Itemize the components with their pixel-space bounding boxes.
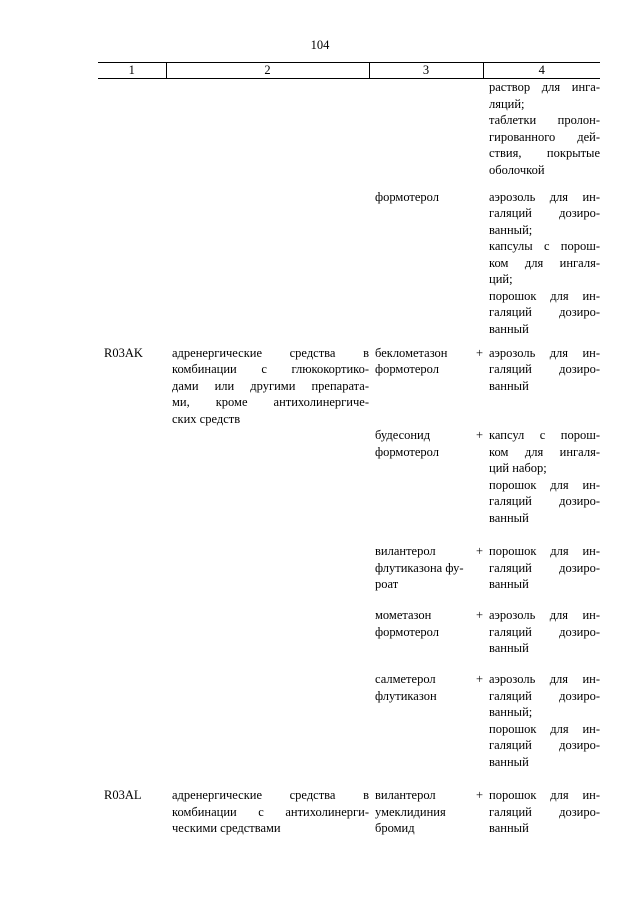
header-row	[98, 63, 600, 79]
atc-description	[166, 345, 369, 428]
table-row	[98, 79, 600, 189]
atc-code: R03AK	[104, 345, 143, 360]
header-col-2: 2	[166, 63, 369, 79]
drug-name: беклометазон + формотерол	[375, 345, 483, 376]
text-line: галяций дозиро-	[489, 362, 600, 376]
text-line: ванный	[489, 754, 529, 769]
drug-table	[98, 62, 600, 837]
text-line: галяций дозиро-	[489, 560, 600, 575]
text-line: ванный	[489, 821, 529, 835]
text-line: капсулы с порош-	[489, 239, 600, 253]
atc-code: R03AL	[104, 788, 142, 802]
text-line: ми, кроме антихолинергиче-	[172, 395, 369, 409]
text-line: порошок для ин-	[489, 544, 600, 558]
atc-description	[166, 787, 369, 837]
text-line: оболочкой	[489, 162, 545, 177]
text-line: аэрозоль для ин-	[489, 345, 600, 360]
text-line: ствия, покрытые	[489, 146, 600, 160]
table-row	[98, 671, 600, 787]
text-line: порошок для ин-	[489, 721, 600, 736]
text-line: комбинации с глюкокортико-	[172, 362, 369, 376]
table-row	[98, 543, 600, 607]
text-line: капсул с порош-	[489, 428, 600, 442]
text-line: адренергические средства в	[172, 345, 369, 360]
text-line: ванный	[489, 510, 529, 525]
text-line: ком для ингаля-	[489, 255, 600, 270]
text-line: ком для ингаля-	[489, 444, 600, 459]
drug-name: салметерол + флутиказон	[375, 672, 483, 703]
drug-name: мометазон + формотерол	[375, 608, 483, 639]
text-line: таблетки пролон-	[489, 113, 600, 127]
text-line: дами или другими препарата-	[172, 378, 369, 393]
text-line: адренергические средства в	[172, 788, 369, 802]
table-row	[98, 787, 600, 837]
text-line: ванный	[489, 321, 529, 336]
dosage-forms	[483, 607, 600, 671]
text-line: галяций дозиро-	[489, 738, 600, 752]
dosage-forms	[483, 345, 600, 428]
text-line: ванный;	[489, 705, 533, 719]
text-line: порошок для ин-	[489, 288, 600, 303]
text-line: галяций дозиро-	[489, 624, 600, 639]
text-line: галяций дозиро-	[489, 305, 600, 319]
text-line: комбинации с антихолинерги-	[172, 804, 369, 819]
table-row	[98, 345, 600, 428]
dosage-forms	[483, 671, 600, 787]
text-line: гированного дей-	[489, 129, 600, 144]
dosage-forms	[483, 543, 600, 607]
text-line: порошок для ин-	[489, 477, 600, 492]
dosage-forms	[483, 189, 600, 345]
text-line: аэрозоль для ин-	[489, 189, 600, 204]
page-number: 104	[310, 38, 330, 52]
text-line: порошок для ин-	[489, 788, 600, 802]
text-line: ческими средствами	[172, 821, 281, 835]
header-col-4: 4	[483, 63, 600, 79]
text-line: ванный	[489, 378, 529, 393]
table-row	[98, 607, 600, 671]
text-line: ванный;	[489, 222, 533, 237]
table-row	[98, 189, 600, 345]
header-col-1: 1	[98, 63, 166, 79]
text-line: галяций дозиро-	[489, 494, 600, 508]
text-line: ляций;	[489, 96, 525, 111]
text-line: ванный	[489, 577, 529, 591]
text-line: галяций дозиро-	[489, 804, 600, 819]
text-line: ванный	[489, 641, 529, 655]
drug-name: вилантерол + флутиказона фу- роат	[375, 544, 483, 591]
text-line: ций;	[489, 272, 513, 286]
header-col-3: 3	[369, 63, 483, 79]
text-line: аэрозоль для ин-	[489, 672, 600, 686]
dosage-forms	[483, 79, 600, 189]
text-line: галяций дозиро-	[489, 206, 600, 220]
dosage-forms	[483, 427, 600, 543]
text-line: аэрозоль для ин-	[489, 608, 600, 622]
text-line: галяций дозиро-	[489, 688, 600, 703]
dosage-forms	[483, 787, 600, 837]
drug-name: вилантерол + умеклидиния бромид	[375, 788, 483, 835]
drug-name: формотерол	[375, 189, 439, 204]
text-line: раствор для инга-	[489, 80, 600, 94]
table-row	[98, 427, 600, 543]
drug-name: будесонид + формотерол	[375, 428, 483, 459]
text-line: ских средств	[172, 411, 241, 426]
text-line: ций набор;	[489, 461, 547, 475]
